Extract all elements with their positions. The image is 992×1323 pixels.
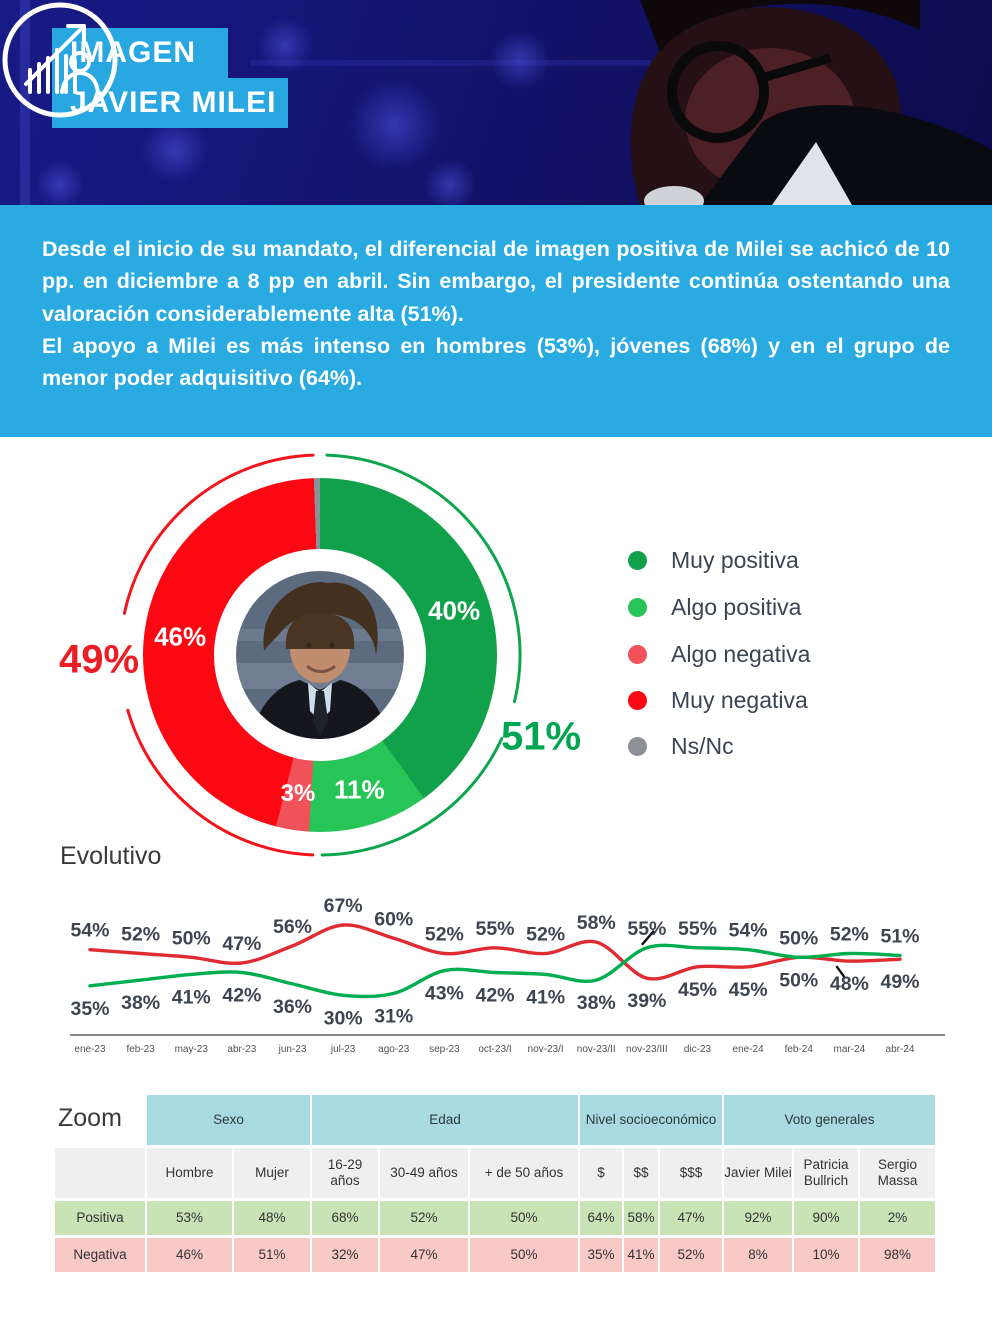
line-value-label: 42% — [222, 984, 262, 1007]
line-value-label: 30% — [323, 1007, 363, 1030]
zoom-col-header: Javier Milei — [724, 1148, 792, 1198]
zoom-cell: 52% — [660, 1238, 722, 1272]
zoom-cell: 92% — [724, 1201, 792, 1235]
line-value-label: 58% — [576, 912, 616, 935]
line-value-label: 55% — [475, 917, 515, 940]
legend-label: Muy negativa — [671, 686, 808, 713]
page-title-line1: IMAGEN — [70, 36, 196, 69]
line-value-label: 67% — [323, 895, 363, 917]
line-value-label: 31% — [374, 1005, 414, 1028]
line-value-label: 55% — [627, 917, 667, 940]
intro-band — [0, 205, 992, 437]
zoom-title: Zoom — [58, 1104, 122, 1132]
x-axis-label: feb-23 — [126, 1044, 155, 1055]
zoom-col-header: + de 50 años — [470, 1148, 578, 1198]
line-value-label: 52% — [121, 923, 161, 946]
line-value-label: 55% — [677, 917, 718, 940]
line-value-label: 41% — [171, 986, 211, 1009]
zoom-col-header: 30-49 años — [380, 1148, 468, 1198]
line-value-label: 45% — [728, 978, 768, 1001]
slice-value-label: 46% — [154, 621, 207, 652]
x-axis-label: oct-23/I — [478, 1044, 512, 1055]
line-value-label: 52% — [829, 923, 869, 946]
zoom-cell: 90% — [794, 1201, 858, 1235]
zoom-section — [0, 1090, 992, 1310]
zoom-group-header: Edad — [312, 1095, 578, 1145]
zoom-cell: 68% — [312, 1201, 378, 1235]
zoom-corner-cell — [55, 1148, 145, 1198]
zoom-cell: 52% — [380, 1201, 468, 1235]
x-axis-label: dic-23 — [683, 1044, 712, 1055]
zoom-row-label: Positiva — [55, 1201, 145, 1235]
evolutivo-title: Evolutivo — [60, 842, 162, 870]
image-donut-section — [0, 437, 992, 877]
x-axis-label: feb-24 — [784, 1044, 813, 1055]
zoom-cell: 32% — [312, 1238, 378, 1272]
legend-label: Muy positiva — [671, 546, 799, 573]
analytics-logo-icon — [0, 0, 120, 120]
x-axis-label: abr-24 — [885, 1044, 915, 1055]
line-value-label: 60% — [374, 908, 414, 931]
legend-label: Algo negativa — [671, 640, 811, 667]
line-value-label: 39% — [627, 990, 667, 1013]
line-value-label: 49% — [880, 971, 920, 994]
legend-item-3 — [628, 641, 810, 667]
legend-dot — [628, 691, 647, 710]
x-axis-label: ene-24 — [732, 1044, 764, 1055]
x-axis-label: jul-23 — [330, 1044, 356, 1055]
line-value-label: 50% — [171, 927, 211, 950]
zoom-cell: 53% — [147, 1201, 232, 1235]
line-value-label: 52% — [526, 923, 566, 946]
positive-total-label: 51% — [500, 714, 582, 759]
negative-total-label: 49% — [58, 637, 140, 682]
line-value-label: 54% — [70, 919, 110, 942]
line-value-label: 36% — [272, 995, 313, 1018]
zoom-cell: 35% — [580, 1238, 622, 1272]
zoom-cell: 64% — [580, 1201, 622, 1235]
line-value-label: 38% — [576, 992, 616, 1015]
slice-value-label: 3% — [280, 780, 316, 808]
legend-dot — [628, 551, 647, 570]
zoom-col-header: Hombre — [147, 1148, 232, 1198]
zoom-cell: 58% — [624, 1201, 658, 1235]
zoom-cell: 2% — [860, 1201, 935, 1235]
intro-paragraph-1: Desde el inicio de su mandato, el diferencial de imagen positiva de Milei se achicó de 10 pp. en diciembre a 8 pp en abril. Sin embargo, el presidente continúa ostentando una valoración considerablemente alta (51%). — [42, 237, 950, 326]
zoom-col-header: Patricia Bullrich — [794, 1148, 858, 1198]
line-value-label: 51% — [880, 925, 920, 948]
legend-item-4 — [628, 687, 808, 713]
zoom-col-header: 16-29 años — [312, 1148, 378, 1198]
x-axis-label: abr-23 — [227, 1044, 257, 1055]
x-axis-label: nov-23/I — [527, 1044, 564, 1055]
page-title-line2: JAVIER MILEI — [70, 86, 277, 119]
zoom-group-header: Sexo — [147, 1095, 310, 1145]
legend-dot — [628, 737, 647, 756]
line-value-label: 41% — [526, 986, 566, 1009]
zoom-cell: 98% — [860, 1238, 935, 1272]
zoom-table — [55, 1095, 935, 1272]
zoom-cell: 8% — [724, 1238, 792, 1272]
line-value-label: 56% — [272, 915, 313, 938]
x-axis-label: mar-24 — [833, 1044, 866, 1055]
zoom-col-header: $$$ — [660, 1148, 722, 1198]
x-axis-label: ago-23 — [378, 1044, 410, 1055]
zoom-cell: 10% — [794, 1238, 858, 1272]
x-axis-label: nov-23/III — [626, 1044, 668, 1055]
line-value-label: 43% — [424, 982, 464, 1005]
x-axis-label: nov-23/II — [576, 1044, 616, 1055]
zoom-cell: 50% — [470, 1238, 578, 1272]
x-axis-label: may-23 — [174, 1044, 208, 1055]
line-value-label: 47% — [222, 933, 262, 955]
zoom-col-header: Sergio Massa — [860, 1148, 935, 1198]
legend-label: Ns/Nc — [671, 732, 734, 759]
x-axis-label: jun-23 — [278, 1044, 307, 1055]
legend-item-2 — [628, 594, 801, 620]
line-value-label: 52% — [424, 923, 464, 946]
zoom-cell: 50% — [470, 1201, 578, 1235]
evolutivo-section — [0, 838, 992, 1088]
legend-item-5 — [628, 733, 734, 759]
line-value-label: 35% — [70, 997, 110, 1020]
legend-item-1 — [628, 547, 799, 573]
legend-dot — [628, 645, 647, 664]
line-value-label: 50% — [779, 969, 819, 992]
zoom-group-header: Nivel socioeconómico — [580, 1095, 722, 1145]
zoom-cell: 48% — [234, 1201, 310, 1235]
zoom-row-label: Negativa — [55, 1238, 145, 1272]
zoom-cell: 47% — [380, 1238, 468, 1272]
zoom-col-header: $ — [580, 1148, 622, 1198]
line-value-label: 48% — [829, 973, 869, 996]
zoom-cell: 47% — [660, 1201, 722, 1235]
intro-paragraph-2: El apoyo a Milei es más intenso en hombres (53%), jóvenes (68%) y en el grupo de menor poder adquisitivo (64%). — [42, 333, 950, 390]
zoom-cell: 46% — [147, 1238, 232, 1272]
zoom-cell: 41% — [624, 1238, 658, 1272]
line-value-label: 45% — [677, 978, 718, 1001]
zoom-col-header: Mujer — [234, 1148, 310, 1198]
line-value-label: 54% — [728, 919, 768, 942]
line-value-label: 38% — [121, 992, 161, 1015]
evolutivo-line-chart — [0, 890, 992, 1085]
line-value-label: 42% — [475, 984, 515, 1007]
zoom-group-header: Voto generales — [724, 1095, 935, 1145]
milei-photo — [236, 571, 404, 739]
slice-value-label: 40% — [428, 595, 481, 626]
line-value-label: 50% — [779, 927, 819, 950]
x-axis-label: ene-23 — [74, 1044, 106, 1055]
legend-dot — [628, 598, 647, 617]
x-axis-label: sep-23 — [429, 1044, 460, 1055]
slice-value-label: 11% — [334, 774, 385, 805]
legend-label: Algo positiva — [671, 593, 802, 620]
zoom-cell: 51% — [234, 1238, 310, 1272]
zoom-col-header: $$ — [624, 1148, 658, 1198]
header-banner — [0, 0, 992, 205]
